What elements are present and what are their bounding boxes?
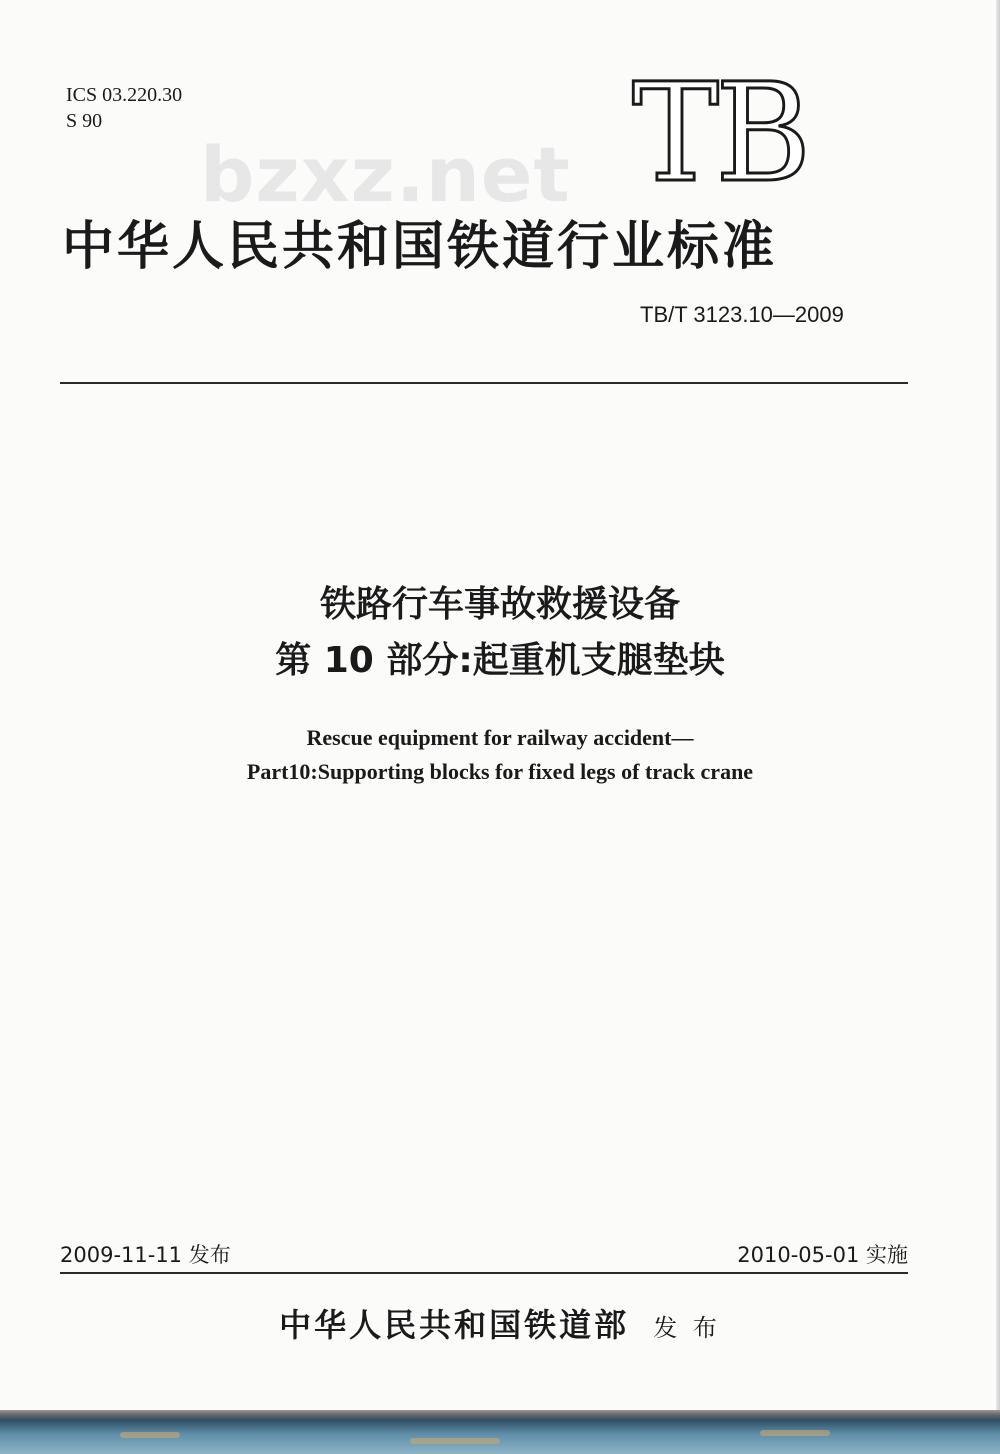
class-code: S 90 — [66, 110, 103, 132]
zh-title-line1: 铁路行车事故救援设备 — [319, 584, 680, 625]
classification-codes — [66, 82, 182, 134]
watermark: bzxz.net — [200, 130, 571, 219]
tb-logo: TB — [632, 55, 808, 213]
bottom-divider — [60, 1272, 908, 1274]
top-divider — [60, 382, 908, 384]
standard-title: 中华人民共和国铁道行业标准 — [62, 217, 778, 277]
zh-title-line2: 第 10 部分:起重机支腿垫块 — [275, 640, 725, 681]
en-title-line1: Rescue equipment for railway accident— — [306, 725, 694, 750]
strip-speck — [760, 1430, 830, 1436]
issue-date: 2009-11-11 发布 — [60, 1243, 231, 1267]
effective-date: 2010-05-01 实施 — [737, 1243, 908, 1267]
page-edge-shadow — [996, 0, 1000, 1410]
scan-bottom-strip — [0, 1410, 1000, 1454]
en-title-line2: Part10:Supporting blocks for fixed legs of track crane — [246, 759, 754, 784]
standard-number: TB/T 3123.10—2009 — [640, 302, 844, 327]
issuer — [0, 1300, 1000, 1353]
issuer-name: 中华人民共和国铁道部 — [279, 1306, 630, 1344]
issuer-suffix: 发 布 — [653, 1314, 721, 1342]
ics-code: ICS 03.220.30 — [66, 84, 183, 106]
strip-speck — [410, 1438, 500, 1444]
strip-speck — [120, 1432, 180, 1438]
